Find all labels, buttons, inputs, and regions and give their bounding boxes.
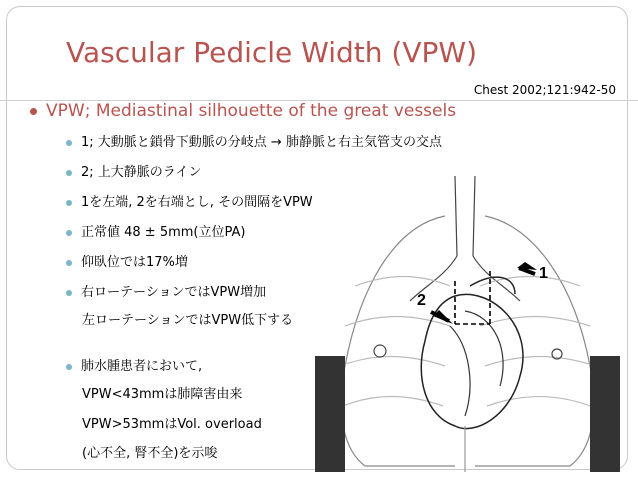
edema-line: VPW>53mmはVol. overload — [82, 417, 262, 432]
bullet-icon — [66, 364, 72, 370]
edema-line: (心不全, 腎不全)を示唆 — [82, 446, 218, 461]
sub-bullet: 仰臥位では17%増 — [66, 251, 188, 270]
slide-title: Vascular Pedicle Width (VPW) — [66, 36, 478, 69]
citation: Chest 2002;121:942-50 — [473, 83, 616, 97]
bullet-icon — [66, 140, 72, 146]
sub-bullet: 2; 上大静脈のライン — [66, 161, 201, 180]
sub-bullet: 正常値 48 ± 5mm(立位PA) — [66, 221, 245, 240]
bullet-icon — [30, 108, 37, 115]
sub-bullet: 1を左端, 2を右端とし, その間隔をVPW — [66, 191, 313, 210]
bullet-icon — [66, 200, 72, 206]
edema-line: VPW<43mmは肺障害由来 — [82, 387, 243, 402]
sub-bullet: 右ローテーションではVPW増加 — [66, 281, 266, 300]
bullet-icon — [66, 170, 72, 176]
bullet-icon — [66, 290, 72, 296]
sub-bullet-continuation: 左ローテーションではVPW低下する — [82, 313, 294, 328]
main-bullet-text: VPW; Mediastinal silhouette of the great vessels — [46, 101, 457, 121]
chest-xray-illustration — [305, 176, 625, 472]
main-bullet — [30, 101, 456, 121]
figure-label-2: 2 — [417, 292, 426, 309]
sub-bullet: 肺水腫患者において, — [66, 355, 202, 374]
bullet-icon — [66, 260, 72, 266]
sub-bullet: 1; 大動脈と鎖骨下動脈の分岐点 → 肺静脈と右主気管支の交点 — [66, 131, 442, 150]
bullet-icon — [66, 230, 72, 236]
figure-label-1: 1 — [539, 265, 548, 282]
